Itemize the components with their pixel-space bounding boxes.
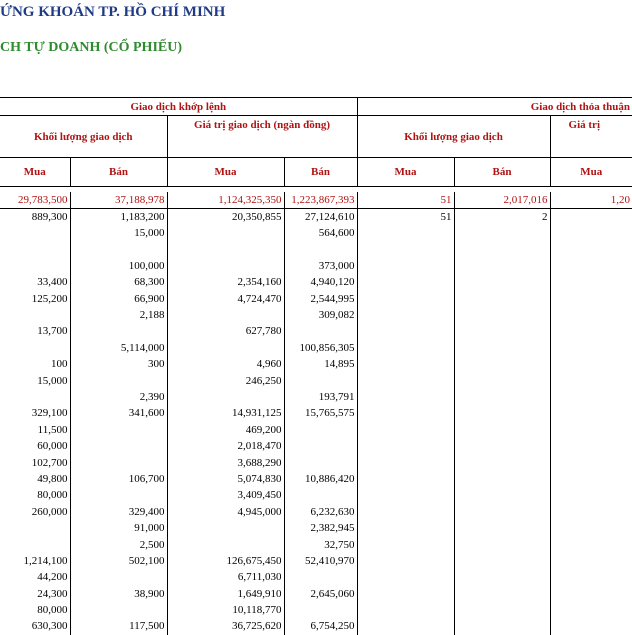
table-cell (454, 258, 550, 274)
table-cell (454, 454, 550, 470)
table-cell (550, 208, 632, 225)
table-cell: 4,945,000 (167, 504, 284, 520)
table-cell: 100 (51, 358, 68, 371)
table-cell (357, 274, 454, 290)
table-cell (454, 405, 550, 421)
table-cell (284, 602, 357, 618)
trading-table (0, 97, 632, 635)
table-cell (357, 471, 454, 487)
side-header-sell: Bán (284, 158, 357, 187)
table-row (0, 405, 632, 421)
table-cell: 373,000 (284, 258, 357, 274)
table-cell (284, 487, 357, 503)
table-cell (550, 422, 632, 438)
table-cell: 2,544,995 (284, 290, 357, 306)
table-row (0, 290, 632, 306)
table-cell: 4,724,470 (167, 290, 284, 306)
table-cell (284, 454, 357, 470)
table-cell (357, 618, 454, 634)
table-cell (454, 602, 550, 618)
table-cell: 91,000 (70, 520, 167, 536)
table-cell (357, 389, 454, 405)
table-cell (550, 290, 632, 306)
table-cell: 27,124,610 (284, 208, 357, 225)
table-row (0, 504, 632, 520)
table-cell (454, 241, 550, 257)
table-cell (357, 225, 454, 241)
table-cell (357, 307, 454, 323)
table-cell (167, 520, 284, 536)
table-cell: 24,300 (37, 587, 68, 600)
table-cell (0, 241, 70, 257)
table-cell (0, 340, 70, 356)
table-cell: 2,018,470 (167, 438, 284, 454)
table-cell: 260,000 (31, 505, 68, 518)
table-row (0, 520, 632, 536)
table-cell: 80,000 (37, 604, 68, 617)
table-cell (167, 389, 284, 405)
table-cell (550, 585, 632, 601)
table-cell: 193,791 (284, 389, 357, 405)
table-cell (550, 520, 632, 536)
table-cell (357, 438, 454, 454)
table-cell: 6,232,630 (284, 504, 357, 520)
table-cell (454, 585, 550, 601)
table-cell (357, 241, 454, 257)
table-cell (454, 438, 550, 454)
table-cell: 1,183,200 (70, 208, 167, 225)
table-cell (454, 569, 550, 585)
table-row (0, 471, 632, 487)
table-cell (454, 487, 550, 503)
table-cell (0, 389, 70, 405)
table-cell (70, 438, 167, 454)
side-header-buy: Mua (0, 158, 70, 187)
table-cell (550, 536, 632, 552)
table-cell (0, 307, 70, 323)
table-cell (167, 241, 284, 257)
table-cell: 100,856,305 (284, 340, 357, 356)
table-cell: 4,940,120 (284, 274, 357, 290)
table-cell (357, 553, 454, 569)
matched-value-header: Giá trị giao dịch (ngàn đồng) (167, 116, 357, 158)
table-row (0, 372, 632, 388)
table-cell: 627,780 (167, 323, 284, 339)
table-cell (454, 471, 550, 487)
table-cell (454, 372, 550, 388)
table-cell: 51 (357, 208, 454, 225)
table-cell: 38,900 (70, 585, 167, 601)
table-cell (70, 372, 167, 388)
table-cell: 44,200 (37, 571, 68, 584)
table-cell: 117,500 (70, 618, 167, 634)
table-row (0, 569, 632, 585)
table-cell (70, 487, 167, 503)
table-row (0, 438, 632, 454)
table-cell (454, 553, 550, 569)
table-cell: 60,000 (37, 440, 68, 453)
table-cell (454, 389, 550, 405)
table-cell: 15,000 (37, 374, 68, 387)
table-cell (0, 536, 70, 552)
table-cell: 80,000 (37, 489, 68, 502)
total-cell: 37,188,978 (70, 192, 167, 209)
report-subtitle: CH TỰ DOANH (CỔ PHIẾU) (0, 40, 182, 55)
table-cell (357, 356, 454, 372)
table-cell: 5,074,830 (167, 471, 284, 487)
table-row (0, 208, 632, 225)
table-cell: 102,700 (31, 456, 68, 469)
table-cell (550, 553, 632, 569)
table-cell (357, 520, 454, 536)
side-header-sell: Bán (454, 158, 550, 187)
table-cell: 1,214,100 (23, 554, 68, 567)
table-cell (0, 520, 70, 536)
total-cell: 29,783,500 (0, 192, 70, 209)
table-cell: 341,600 (70, 405, 167, 421)
table-row (0, 258, 632, 274)
table-cell: 3,688,290 (167, 454, 284, 470)
table-cell (550, 487, 632, 503)
table-cell (357, 602, 454, 618)
table-row (0, 618, 632, 634)
table-cell: 564,600 (284, 225, 357, 241)
table-cell (357, 290, 454, 306)
table-cell (550, 454, 632, 470)
table-cell: 10,118,770 (167, 602, 284, 618)
table-row (0, 536, 632, 552)
table-cell: 36,725,620 (167, 618, 284, 634)
total-cell: 2,017,016 (454, 192, 550, 209)
table-cell (550, 602, 632, 618)
table-cell (357, 405, 454, 421)
table-row (0, 585, 632, 601)
table-row (0, 340, 632, 356)
table-cell: 502,100 (70, 553, 167, 569)
table-cell (550, 372, 632, 388)
table-cell (167, 258, 284, 274)
table-cell: 2,188 (70, 307, 167, 323)
table-cell (550, 274, 632, 290)
table-row (0, 389, 632, 405)
report-title: ỨNG KHOÁN TP. HỒ CHÍ MINH (0, 4, 226, 20)
table-cell (550, 504, 632, 520)
table-cell (550, 389, 632, 405)
side-header-buy: Mua (550, 158, 632, 187)
table-cell (357, 569, 454, 585)
table-cell: 889,300 (31, 210, 68, 223)
table-cell (284, 422, 357, 438)
table-cell: 2 (454, 208, 550, 225)
table-cell: 6,754,250 (284, 618, 357, 634)
negotiated-value-header: Giá trị (550, 116, 632, 158)
table-cell (454, 340, 550, 356)
side-header-buy: Mua (167, 158, 284, 187)
table-cell: 300 (70, 356, 167, 372)
table-row (0, 274, 632, 290)
table-row (0, 602, 632, 618)
table-cell (70, 323, 167, 339)
table-cell (454, 422, 550, 438)
table-cell: 1,649,910 (167, 585, 284, 601)
table-row (0, 553, 632, 569)
table-cell (284, 241, 357, 257)
table-cell (550, 258, 632, 274)
table-cell (357, 422, 454, 438)
table-cell: 2,354,160 (167, 274, 284, 290)
table-cell (454, 520, 550, 536)
trading-table-container (0, 97, 631, 633)
total-cell: 1,124,325,350 (167, 192, 284, 209)
table-cell (454, 274, 550, 290)
table-row (0, 307, 632, 323)
table-row (0, 241, 632, 257)
table-cell: 15,765,575 (284, 405, 357, 421)
table-cell (167, 307, 284, 323)
table-cell (550, 405, 632, 421)
table-cell (357, 585, 454, 601)
table-cell (550, 569, 632, 585)
total-cell: 1,20 (550, 192, 632, 209)
table-cell (454, 323, 550, 339)
table-cell: 33,400 (37, 276, 68, 289)
table-cell: 11,500 (37, 423, 68, 436)
table-cell (357, 323, 454, 339)
table-cell (454, 307, 550, 323)
table-cell: 14,895 (284, 356, 357, 372)
table-cell: 49,800 (37, 472, 68, 485)
table-cell (454, 618, 550, 634)
table-cell: 32,750 (284, 536, 357, 552)
table-cell: 469,200 (167, 422, 284, 438)
table-cell: 52,410,970 (284, 553, 357, 569)
totals-row (0, 192, 632, 209)
table-cell (550, 323, 632, 339)
table-cell (550, 307, 632, 323)
table-cell (167, 536, 284, 552)
table-cell: 126,675,450 (167, 553, 284, 569)
table-cell: 329,400 (70, 504, 167, 520)
table-cell (284, 438, 357, 454)
table-cell (550, 241, 632, 257)
table-cell: 4,960 (167, 356, 284, 372)
table-row (0, 487, 632, 503)
table-cell (70, 422, 167, 438)
table-cell (550, 356, 632, 372)
table-cell (550, 340, 632, 356)
table-cell (357, 372, 454, 388)
table-cell: 100,000 (70, 258, 167, 274)
table-cell (284, 372, 357, 388)
table-cell (454, 225, 550, 241)
table-cell (357, 454, 454, 470)
table-cell: 66,900 (70, 290, 167, 306)
table-cell: 15,000 (70, 225, 167, 241)
table-cell: 5,114,000 (70, 340, 167, 356)
table-cell: 13,700 (37, 325, 68, 338)
table-cell: 2,390 (70, 389, 167, 405)
table-cell (357, 487, 454, 503)
table-row (0, 356, 632, 372)
total-cell: 51 (357, 192, 454, 209)
negotiated-trading-header: Giao dịch thỏa thuận (357, 98, 632, 116)
table-cell (357, 536, 454, 552)
table-cell: 3,409,450 (167, 487, 284, 503)
table-cell: 2,645,060 (284, 585, 357, 601)
table-cell: 68,300 (70, 274, 167, 290)
table-cell (0, 225, 70, 241)
table-cell: 2,382,945 (284, 520, 357, 536)
table-cell: 309,082 (284, 307, 357, 323)
table-cell (70, 454, 167, 470)
table-row (0, 225, 632, 241)
table-cell (357, 340, 454, 356)
table-cell (550, 438, 632, 454)
table-cell (70, 241, 167, 257)
total-cell: 1,223,867,393 (284, 192, 357, 209)
table-cell (454, 356, 550, 372)
table-cell (454, 504, 550, 520)
table-cell (357, 258, 454, 274)
table-cell: 14,931,125 (167, 405, 284, 421)
table-cell (70, 602, 167, 618)
table-cell (357, 504, 454, 520)
table-cell (550, 618, 632, 634)
table-cell (454, 536, 550, 552)
matched-trading-header: Giao dịch khớp lệnh (0, 98, 357, 116)
table-cell (550, 225, 632, 241)
table-cell: 106,700 (70, 471, 167, 487)
table-cell: 6,711,030 (167, 569, 284, 585)
table-cell (284, 323, 357, 339)
side-header-buy: Mua (357, 158, 454, 187)
negotiated-volume-header: Khối lượng giao dịch (357, 116, 550, 158)
table-row (0, 422, 632, 438)
table-cell (70, 569, 167, 585)
table-cell (454, 290, 550, 306)
table-cell (167, 225, 284, 241)
table-cell (550, 471, 632, 487)
table-row (0, 454, 632, 470)
table-cell (167, 340, 284, 356)
matched-volume-header: Khối lượng giao dịch (0, 116, 167, 158)
table-cell (284, 569, 357, 585)
table-cell: 630,300 (31, 620, 68, 633)
table-row (0, 323, 632, 339)
table-cell: 246,250 (167, 372, 284, 388)
table-cell: 10,886,420 (284, 471, 357, 487)
table-cell: 125,200 (31, 292, 68, 305)
table-cell (0, 258, 70, 274)
table-cell: 329,100 (31, 407, 68, 420)
side-header-sell: Bán (70, 158, 167, 187)
table-cell: 20,350,855 (167, 208, 284, 225)
table-cell: 2,500 (70, 536, 167, 552)
